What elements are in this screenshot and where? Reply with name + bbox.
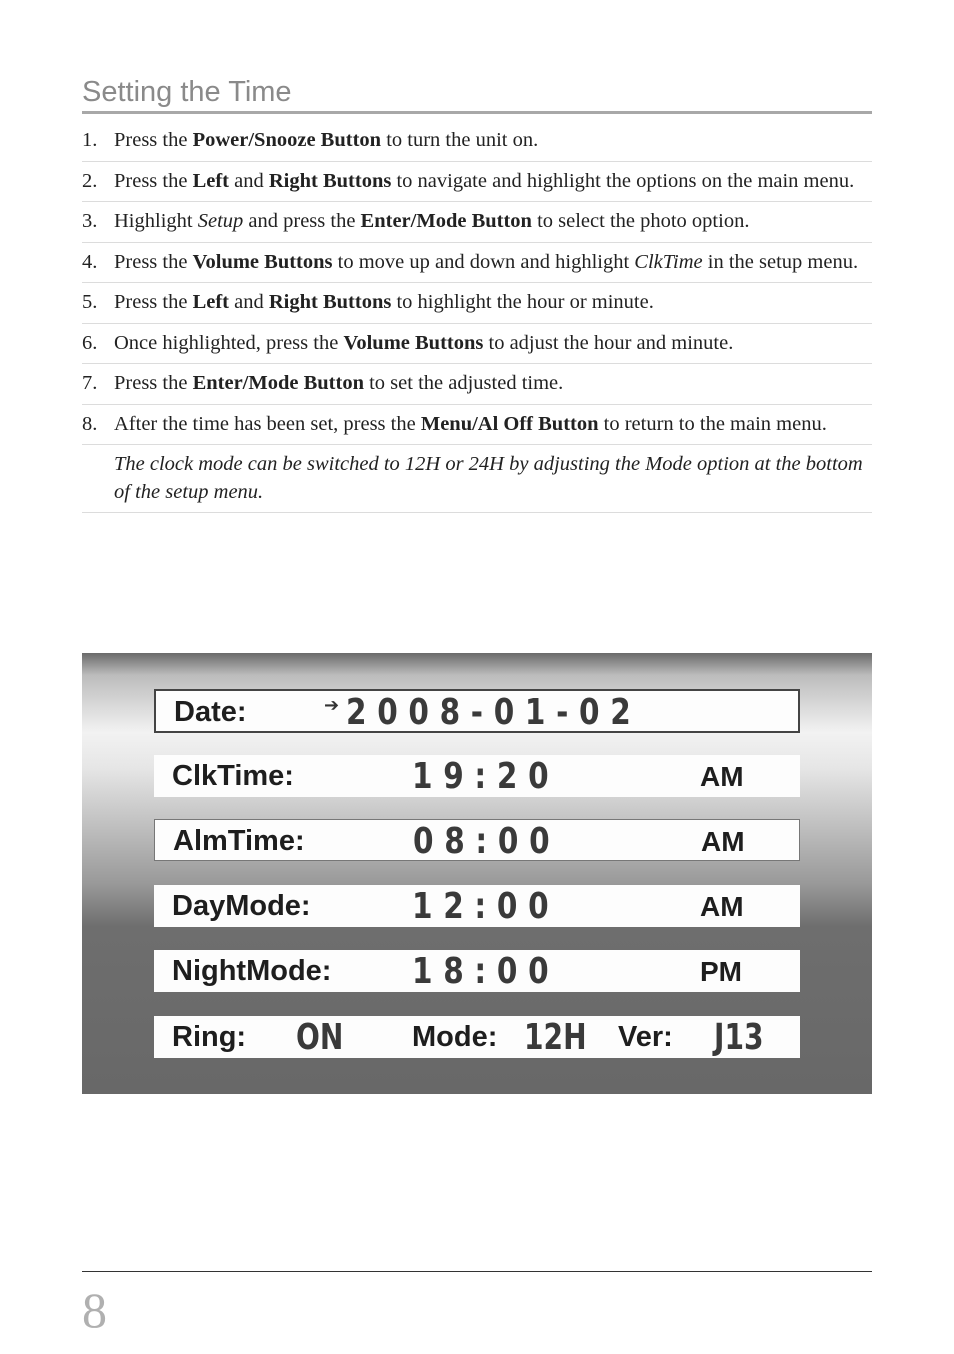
step-text-run: in the setup menu. — [702, 250, 859, 273]
date-value: 2008-01-02 — [346, 692, 642, 733]
page-heading: Setting the Time — [82, 74, 872, 114]
ring-label: Ring: — [172, 1021, 247, 1053]
step-number: 3. — [82, 210, 98, 232]
step-text — [114, 289, 872, 317]
step-text-run: and — [229, 291, 269, 313]
step-number: 5. — [82, 291, 98, 313]
bold-term: Power/Snooze Button — [192, 129, 382, 151]
step-text-run: Press the — [114, 250, 193, 273]
steps-list — [82, 121, 872, 513]
almtime-value: 08:00 — [413, 821, 561, 862]
footer-rule — [82, 1271, 872, 1272]
mode-value: 12H — [524, 1017, 587, 1058]
step-number: 6. — [82, 331, 98, 354]
step-text-run: After the time has been set, press the — [114, 412, 421, 435]
clktime-label: ClkTime: — [172, 760, 294, 792]
step-number: 8. — [82, 412, 98, 435]
date-row[interactable] — [154, 689, 800, 733]
step-text-run: to select the photo option. — [531, 210, 750, 232]
step-text-run: Once highlighted, press the — [114, 331, 344, 354]
step-text-run: and — [229, 169, 269, 192]
ring-value: ON — [296, 1017, 344, 1058]
step-text — [114, 127, 872, 155]
step-text — [114, 249, 872, 277]
bold-term: Right Buttons — [268, 169, 392, 192]
step-item — [82, 364, 872, 405]
step-text-run: to set the adjusted time. — [363, 372, 564, 394]
daymode-value: 12:00 — [412, 886, 560, 927]
step-text-run: and press the — [243, 210, 361, 232]
ver-value: J13 — [714, 1017, 764, 1058]
selection-arrow-icon: ➔ — [324, 695, 340, 716]
daymode-label: DayMode: — [172, 890, 311, 922]
step-text-run: Press the — [114, 291, 193, 313]
step-item — [82, 283, 872, 324]
step-text-run: to navigate and highlight the options on the main menu. — [391, 169, 855, 192]
step-number: 4. — [82, 250, 98, 273]
almtime-ampm: AM — [701, 826, 745, 857]
italic-term: Setup — [197, 210, 244, 232]
step-item — [82, 324, 872, 365]
ver-label: Ver: — [618, 1021, 673, 1053]
bold-term: Volume Buttons — [343, 331, 484, 354]
page-number: 8 — [82, 1282, 107, 1338]
daymode-ampm: AM — [700, 891, 744, 922]
step-item — [82, 162, 872, 203]
almtime-label: AlmTime: — [173, 825, 305, 857]
bold-term: Left — [192, 291, 230, 313]
bold-term: Volume Buttons — [192, 250, 333, 273]
step-text-run: to turn the unit on. — [381, 129, 539, 151]
step-text-run: to return to the main menu. — [598, 412, 827, 435]
bold-term: Left — [192, 169, 230, 192]
step-item — [82, 121, 872, 162]
mode-label: Mode: — [412, 1021, 498, 1053]
step-number: 1. — [82, 129, 98, 151]
step-item — [82, 202, 872, 243]
daymode-row[interactable] — [154, 885, 800, 927]
bold-term: Menu/Al Off Button — [420, 412, 599, 435]
step-text-run: Highlight — [114, 210, 198, 232]
step-text-run: Press the — [114, 129, 193, 151]
step-text — [114, 168, 872, 196]
clktime-row[interactable] — [154, 755, 800, 797]
step-text — [114, 411, 872, 439]
bold-term: Enter/Mode Button — [360, 210, 532, 232]
step-text — [114, 208, 872, 236]
nightmode-row[interactable] — [154, 950, 800, 992]
step-text-run: to highlight the hour or minute. — [391, 291, 654, 313]
almtime-row[interactable] — [154, 819, 800, 861]
bold-term: Enter/Mode Button — [192, 372, 364, 394]
clock-mode-note: The clock mode can be switched to 12H or 24H by adjusting the Mode option at the bottom of the setup menu. — [82, 445, 872, 513]
clktime-ampm: AM — [700, 761, 744, 792]
nightmode-ampm: PM — [700, 956, 742, 987]
step-item — [82, 405, 872, 446]
nightmode-value: 18:00 — [412, 951, 560, 992]
nightmode-label: NightMode: — [172, 955, 332, 987]
step-number: 2. — [82, 169, 98, 192]
step-text-run: Press the — [114, 169, 193, 192]
step-text-run: to adjust the hour and minute. — [483, 331, 734, 354]
step-text-run: to move up and down and highlight — [332, 250, 635, 273]
ring-mode-ver-row[interactable] — [154, 1016, 800, 1058]
bold-term: Right Buttons — [268, 291, 392, 313]
step-text-run: Press the — [114, 372, 193, 394]
step-text — [114, 370, 872, 398]
italic-term: ClkTime — [634, 250, 703, 273]
step-number: 7. — [82, 372, 98, 394]
setup-menu-screen — [82, 653, 872, 1094]
step-text — [114, 330, 872, 358]
date-label: Date: — [174, 696, 247, 728]
step-item — [82, 243, 872, 284]
clktime-value: 19:20 — [412, 756, 560, 797]
